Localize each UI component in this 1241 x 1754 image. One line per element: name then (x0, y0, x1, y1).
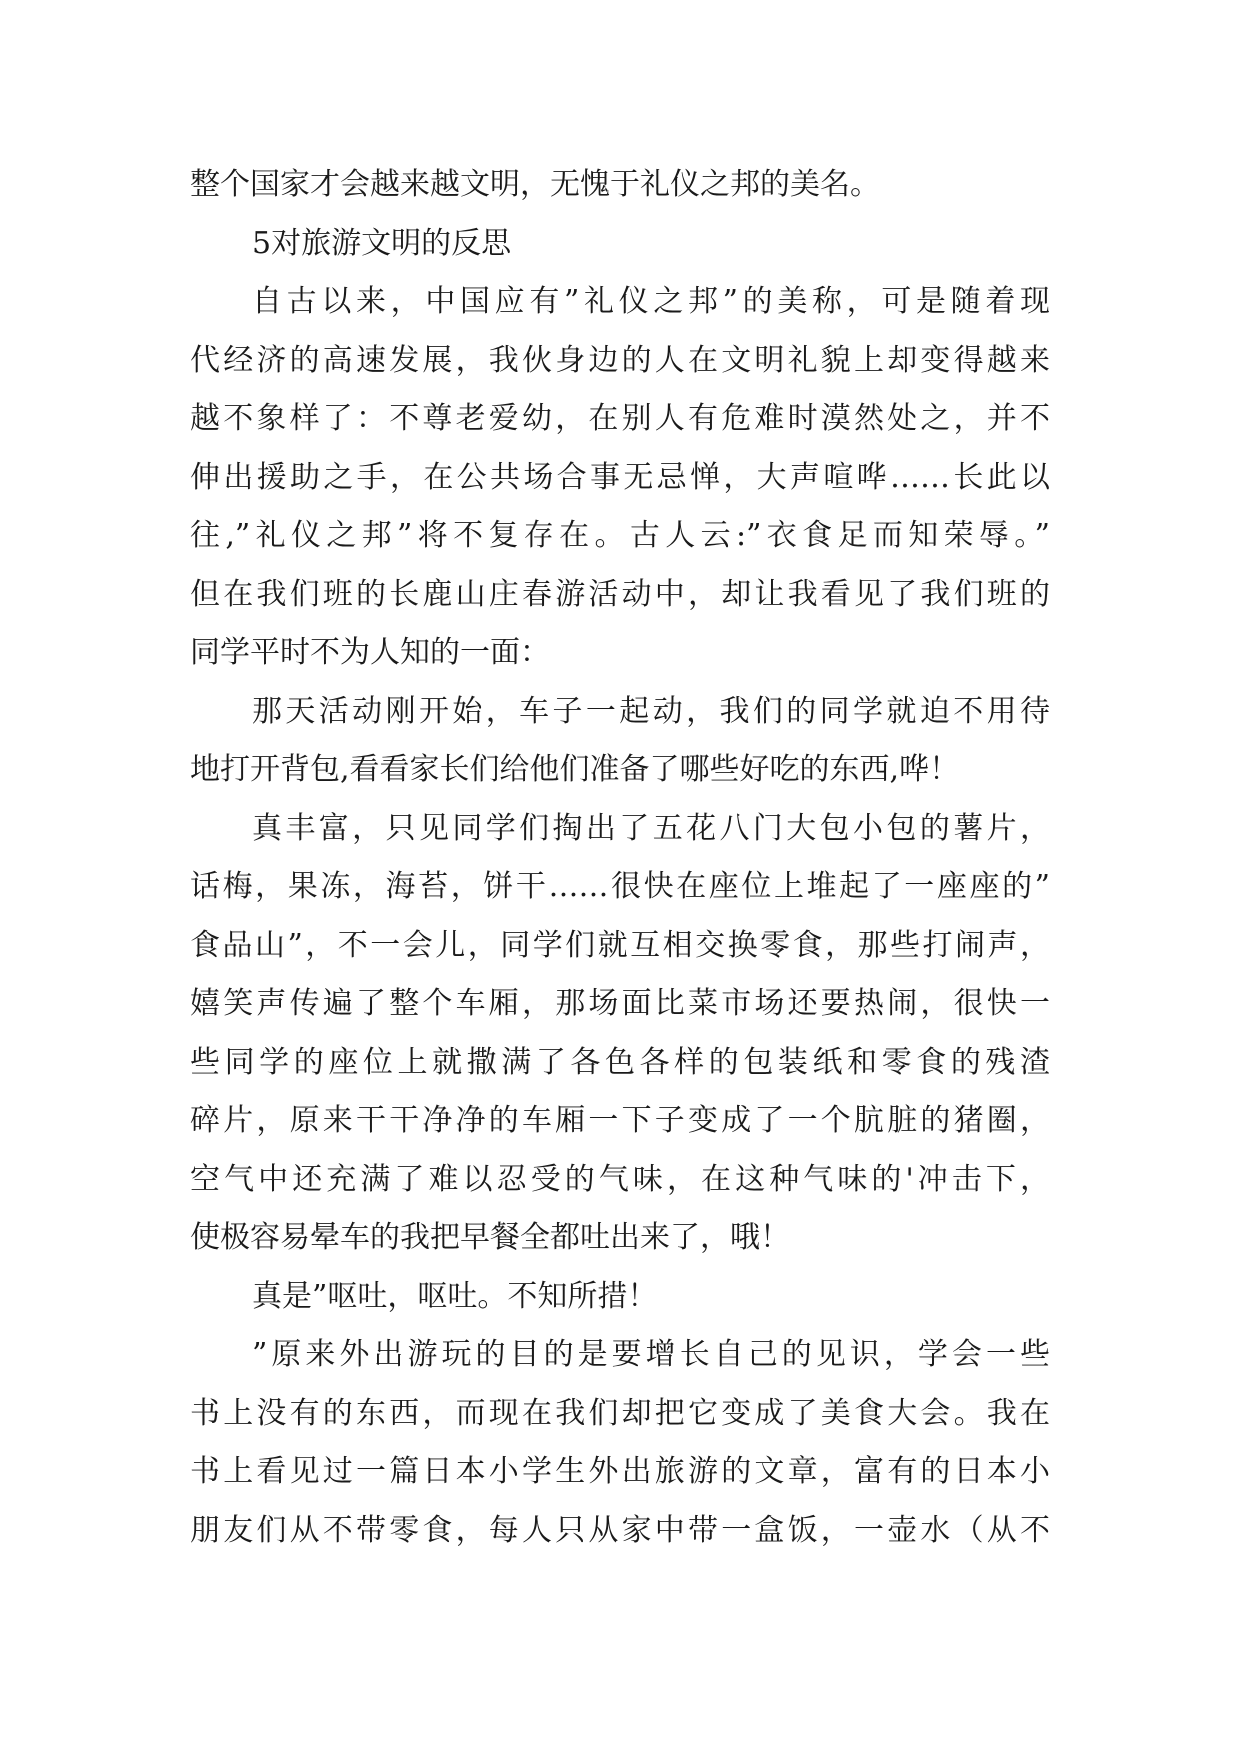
paragraph-line: 书上没有的东西，而现在我们却把它变成了美食大会。我在 (190, 1395, 1050, 1431)
paragraph-line: 碎片，原来干干净净的车厢一下子变成了一个肮脏的猪圈， (190, 1103, 1050, 1138)
paragraph-line: 真是”呕吐，呕吐。不知所措！ (252, 1278, 658, 1314)
paragraph-line: 话梅，果冻，海苔，饼干……很快在座位上堆起了一座座的” (190, 869, 1050, 904)
paragraph-line: 越不象样了：不尊老爱幼，在别人有危难时漠然处之，并不 (190, 401, 1050, 436)
paragraph-line: 真丰富，只见同学们掏出了五花八门大包小包的薯片， (252, 810, 1050, 846)
paragraph-line: 朋友们从不带零食，每人只从家中带一盒饭，一壶水（从不 (190, 1512, 1050, 1548)
section-heading: 5对旅游文明的反思 (252, 225, 512, 261)
paragraph-line: 代经济的高速发展，我伙身边的人在文明礼貌上却变得越来 (190, 342, 1050, 378)
paragraph-line: 地打开背包,看看家长们给他们准备了哪些好吃的东西,哗！ (190, 752, 960, 787)
paragraph-line: 自古以来，中国应有”礼仪之邦”的美称，可是随着现 (252, 284, 1050, 319)
paragraph-line: 嬉笑声传遍了整个车厢，那场面比菜市场还要热闹，很快一 (190, 986, 1050, 1021)
paragraph-line: 整个国家才会越来越文明，无愧于礼仪之邦的美名。 (190, 167, 880, 202)
document-body (190, 156, 1050, 1560)
paragraph-line: 书上看见过一篇日本小学生外出旅游的文章，富有的日本小 (190, 1454, 1050, 1489)
paragraph-line: 往,”礼仪之邦”将不复存在。古人云:”衣食足而知荣辱。” (190, 518, 1050, 553)
paragraph-line: 空气中还充满了难以忍受的气味，在这种气味的'冲击下， (190, 1161, 1050, 1197)
paragraph-line: 食品山”，不一会儿，同学们就互相交换零食，那些打闹声， (190, 927, 1050, 963)
paragraph-line: 使极容易晕车的我把早餐全都吐出来了，哦！ (190, 1220, 790, 1255)
paragraph-line: 些同学的座位上就撒满了各色各样的包装纸和零食的残渣 (190, 1044, 1050, 1080)
paragraph-line: ”原来外出游玩的目的是要增长自己的见识，学会一些 (252, 1337, 1050, 1372)
paragraph-line: 伸出援助之手，在公共场合事无忌惮，大声喧哗……长此以 (190, 459, 1050, 495)
paragraph-line: 那天活动刚开始，车子一起动，我们的同学就迫不用待 (252, 693, 1050, 729)
paragraph-line: 同学平时不为人知的一面： (190, 635, 550, 670)
paragraph-line: 但在我们班的长鹿山庄春游活动中，却让我看见了我们班的 (190, 576, 1050, 612)
